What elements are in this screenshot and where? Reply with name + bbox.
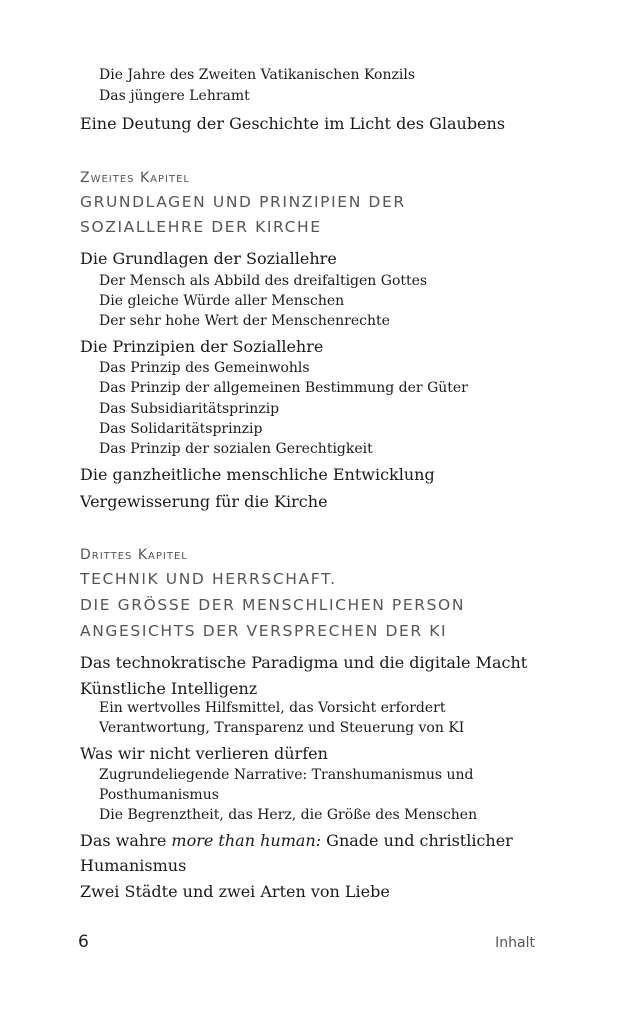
toc-entry: Zwei Städte und zwei Arten von Liebe <box>80 882 390 901</box>
toc-entry: Was wir nicht verlieren dürfen <box>80 744 328 763</box>
chapter-title: ANGESICHTS DER VERSPRECHEN DER KI <box>80 622 448 640</box>
toc-entry: Eine Deutung der Geschichte im Licht des Glaubens <box>80 114 506 133</box>
toc-entry: Ein wertvolles Hilfsmittel, das Vorsicht erfordert <box>99 700 446 716</box>
toc-entry: Das Subsidiaritätsprinzip <box>99 401 280 417</box>
toc-entry: Der Mensch als Abbild des dreifaltigen Gottes <box>99 273 428 289</box>
chapter-title: TECHNIK UND HERRSCHAFT. <box>80 570 337 588</box>
toc-entry: Das Prinzip des Gemeinwohls <box>99 360 310 376</box>
toc-entry: Die Grundlagen der Soziallehre <box>80 249 337 268</box>
toc-entry: Das jüngere Lehramt <box>99 88 250 104</box>
toc-entry: Vergewisserung für die Kirche <box>80 492 328 511</box>
toc-entry: Die Prinzipien der Soziallehre <box>80 337 324 356</box>
toc-entry: Die gleiche Würde aller Menschen <box>99 293 345 309</box>
emphasis-text: more than human: <box>171 831 322 850</box>
toc-entry: Zugrundeliegende Narrative: Transhumanismus und <box>99 767 474 783</box>
toc-entry: Die ganzheitliche menschliche Entwicklung <box>80 465 435 484</box>
chapter-title: GRUNDLAGEN UND PRINZIPIEN DER <box>80 193 406 211</box>
toc-entry: Das technokratische Paradigma und die digitale Macht <box>80 653 528 672</box>
toc-entry: Humanismus <box>80 856 187 875</box>
toc-entry-more-than-human <box>80 833 513 849</box>
page-number: 6 <box>78 932 89 952</box>
toc-entry: Posthumanismus <box>99 787 219 803</box>
toc-entry: Die Begrenztheit, das Herz, die Größe des Menschen <box>99 807 478 823</box>
toc-entry: Verantwortung, Transparenz und Steuerung von KI <box>99 720 465 736</box>
toc-entry: Der sehr hohe Wert der Menschenrechte <box>99 313 390 329</box>
toc-entry: Das Prinzip der allgemeinen Bestimmung der Güter <box>99 380 468 396</box>
toc-entry: Das Prinzip der sozialen Gerechtigkeit <box>99 441 373 457</box>
toc-entry-text: Das wahre <box>80 831 172 850</box>
running-head: Inhalt <box>495 935 535 951</box>
chapter-label: Drittes Kapitel <box>80 547 188 563</box>
toc-entry: Die Jahre des Zweiten Vatikanischen Konzils <box>99 67 416 83</box>
toc-entry-text: Gnade und christlicher <box>321 831 513 850</box>
toc-entry: Das Solidaritätsprinzip <box>99 421 263 437</box>
chapter-title: SOZIALLEHRE DER KIRCHE <box>80 218 322 236</box>
chapter-label: Zweites Kapitel <box>80 170 190 186</box>
toc-entry: Künstliche Intelligenz <box>80 679 258 698</box>
chapter-title: DIE GRÖSSE DER MENSCHLICHEN PERSON <box>80 596 466 614</box>
